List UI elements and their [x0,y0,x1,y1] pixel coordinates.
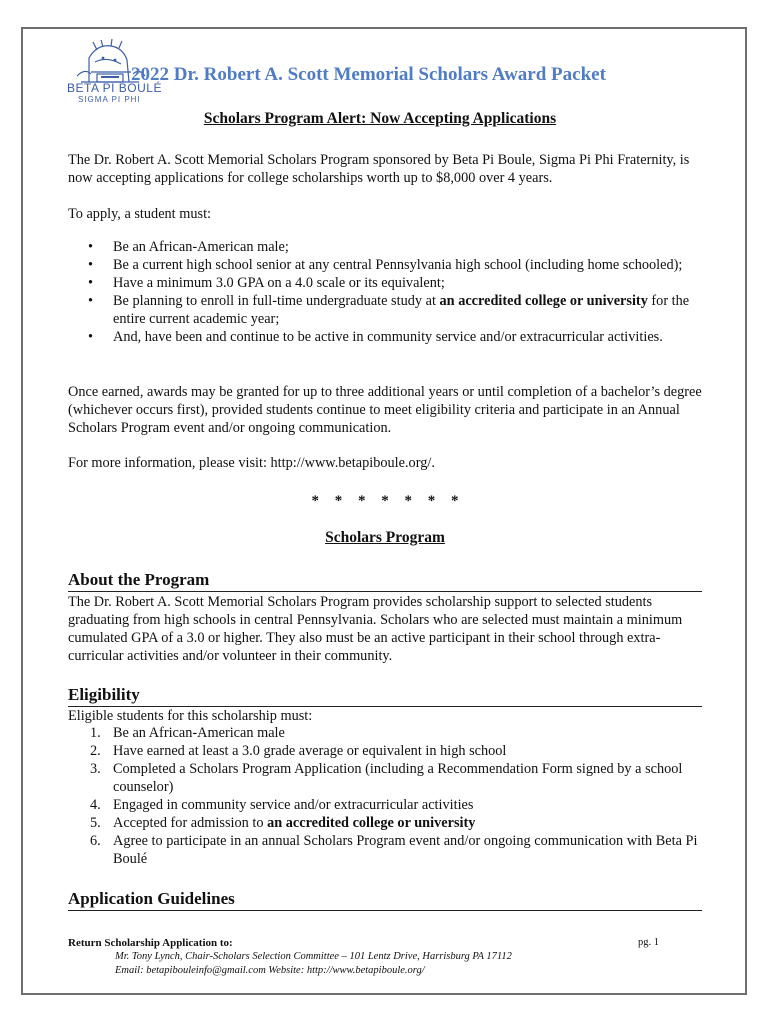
list-item: • Be planning to enroll in full-time undergraduate study at an accredited college or university for the entire current academic year; [88,293,690,327]
about-paragraph: The Dr. Robert A. Scott Memorial Scholars Program provides scholarship support to selected students graduating from high schools in central Pennsylvania. Scholars who are selected must maintain a minimum cumulated GPA of a 3.0 or higher. They also must be an active participant in their school through extra-curricular activities and/or volunteer in their community. [68,594,683,664]
list-item: 3. Completed a Scholars Program Application (including a Recommendation Form signed by a school counselor) [90,761,683,795]
bullet-icon: • [88,329,94,345]
footer-address: Mr. Tony Lynch, Chair-Scholars Selection Committee – 101 Lentz Drive, Harrisburg PA 17112 [115,951,512,962]
logo-text-fraternity: SIGMA PI PHI [78,95,141,104]
list-item: • And, have been and continue to be active in community service and/or extracurricular activities. [88,329,663,345]
alert-heading: Scholars Program Alert: Now Accepting Applications [203,110,557,127]
list-item: 6. Agree to participate in an annual Scholars Program event and/or ongoing communication with Beta Pi Boulé [90,833,698,867]
apply-lead-text: To apply, a student must: [68,206,212,222]
more-info-text: For more information, please visit: http://www.betapiboule.org/. [68,455,435,471]
bullet-icon: • [88,275,94,291]
bullet-icon: • [88,293,94,309]
footer-return-label: Return Scholarship Application to: [68,937,233,949]
requirements-list [68,238,708,346]
document-title: 2022 Dr. Robert A. Scott Memorial Scholars Award Packet [131,64,606,85]
eligibility-list [68,724,708,868]
list-item: 4. Engaged in community service and/or extracurricular activities [90,797,474,813]
footer-contact: Email: betapibouleinfo@gmail.com Website: http://www.betapiboule.org/ [115,965,425,976]
list-item: 2. Have earned at least a 3.0 grade average or equivalent in high school [90,743,507,759]
logo-text-chapter: BETA PI BOULÉ [67,81,162,95]
guidelines-heading: Application Guidelines [68,889,702,911]
alert-intro-paragraph: The Dr. Robert A. Scott Memorial Scholars Program sponsored by Beta Pi Boule, Sigma Pi Phi Fraternity, is now accepting applications for college scholarships worth up to $8,000 over 4 years. [68,152,690,186]
section-separator: * * * * * * * [311,493,459,509]
eligibility-lead-text: Eligible students for this scholarship must: [68,708,313,724]
list-item: 1. Be an African-American male [90,725,285,741]
list-item: • Be a current high school senior at any central Pennsylvania high school (including home schooled); [88,257,683,273]
renewal-paragraph: Once earned, awards may be granted for up to three additional years or until completion of a bachelor’s degree (whichever occurs first), provided students continue to meet eligibility criteria and participate in an Annual Scholars Program event and/or ongoing communication. [68,384,702,436]
about-heading: About the Program [68,570,702,592]
bullet-icon: • [88,257,94,273]
program-heading: Scholars Program [325,529,445,546]
list-item: 5. Accepted for admission to an accredited college or university [90,815,476,831]
bullet-icon: • [88,239,94,255]
page-number: pg. 1 [638,937,659,948]
list-item: • Be an African-American male; [88,239,289,255]
eligibility-heading: Eligibility [68,685,702,707]
list-item: • Have a minimum 3.0 GPA on a 4.0 scale or its equivalent; [88,275,445,291]
